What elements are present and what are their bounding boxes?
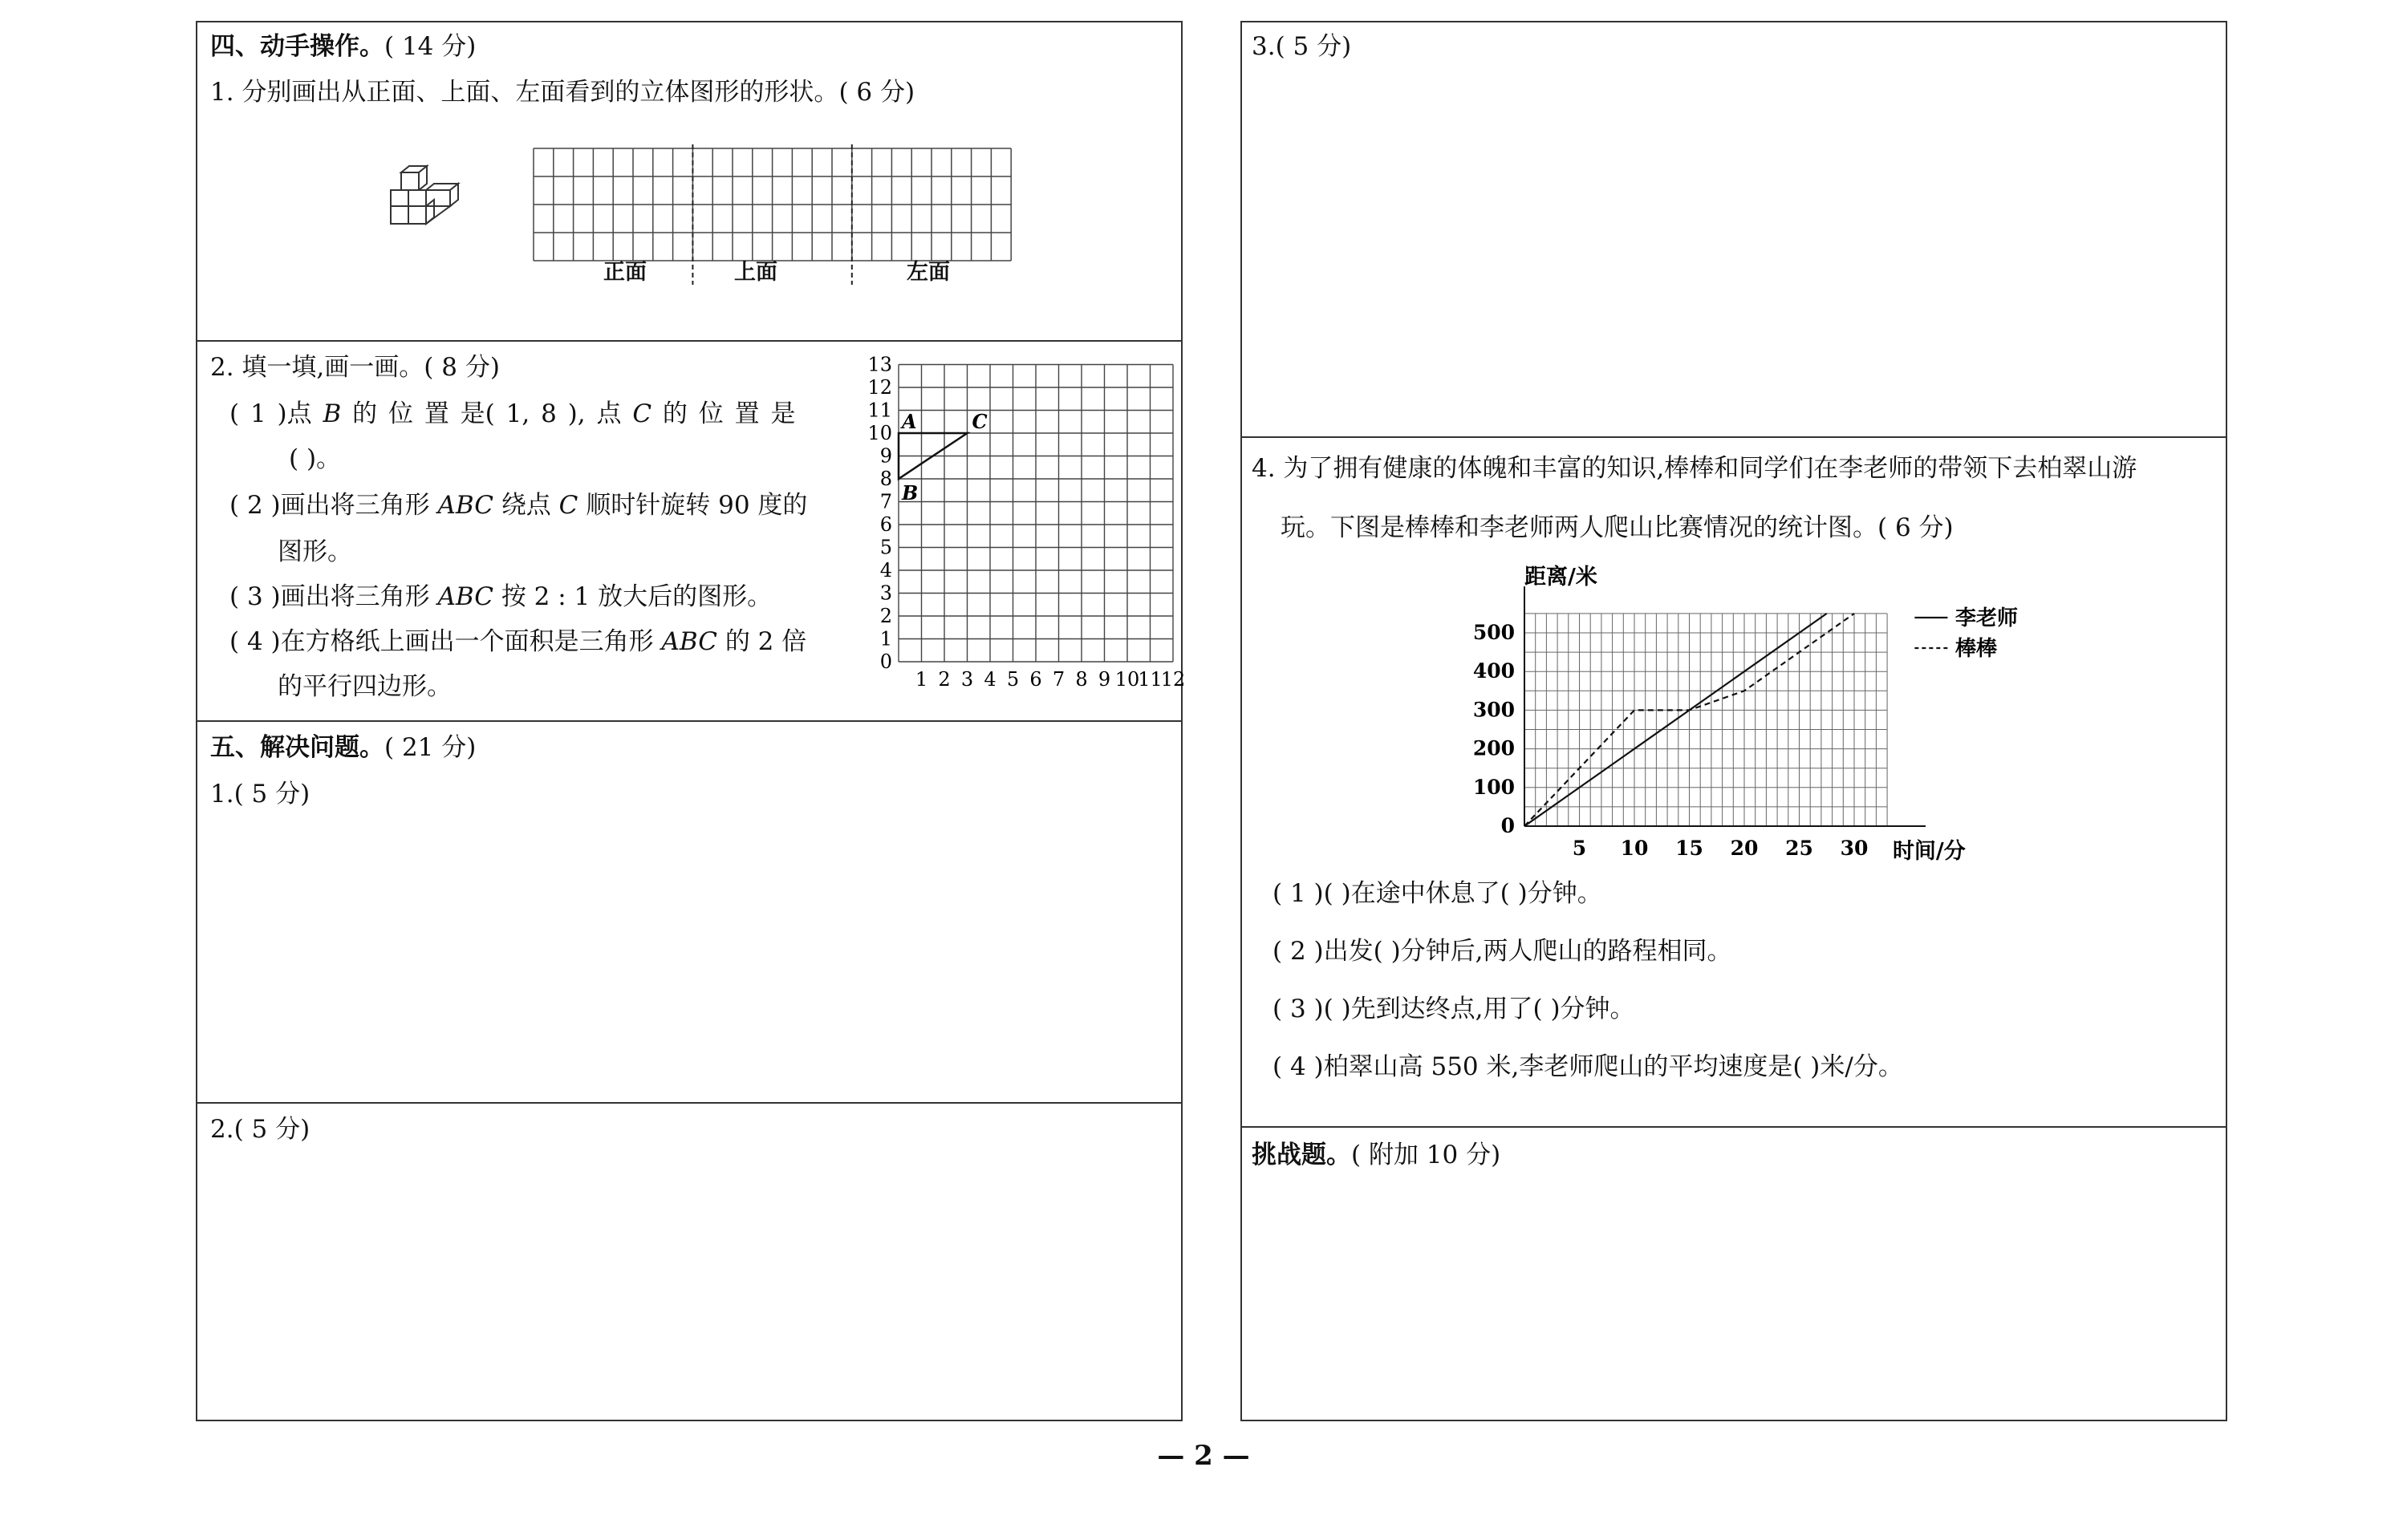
challenge-score: ( 附加 10 分) <box>1351 1141 1501 1169</box>
y-tick-label: 9 <box>879 444 892 468</box>
view-label-left: 左面 <box>907 260 950 285</box>
y-tick-label: 500 <box>1472 621 1515 644</box>
y-tick-label: 5 <box>879 536 892 559</box>
x-tick-label: 30 <box>1840 837 1869 860</box>
q2-p2-a: ( 2 )画出将三角形 <box>229 491 430 520</box>
legend-label: 棒棒 <box>1955 637 1998 661</box>
y-tick-label: 100 <box>1472 775 1515 799</box>
q1-text: 1. 分别画出从正面、上面、左面看到的立体图形的形状。 <box>210 78 839 107</box>
q4-part1[interactable]: ( 1 )( )在途中休息了( )分钟。 <box>1273 879 1602 908</box>
point-label-c: C <box>972 410 988 433</box>
y-tick-label: 0 <box>1500 814 1515 837</box>
section-5-q1-box <box>196 720 1183 1104</box>
y-tick-label: 2 <box>879 605 892 627</box>
x-tick-label: 11 <box>1138 668 1163 691</box>
q2-p2-e: 顺时针旋转 90 度的 <box>586 491 808 520</box>
q2-p4-c: 的 2 倍 <box>725 627 807 656</box>
q4-line2: 玩。下图是棒棒和李老师两人爬山比赛情况的统计图。( 6 分) <box>1281 513 1954 542</box>
x-tick-label: 10 <box>1620 837 1649 860</box>
climb-chart <box>1460 561 2038 866</box>
x-tick-label: 3 <box>960 668 974 691</box>
q2-part4-line2: 的平行四边形。 <box>278 672 452 701</box>
y-tick-label: 3 <box>879 582 892 605</box>
x-tick-label: 5 <box>1006 668 1020 691</box>
view-label-front: 正面 <box>603 260 647 285</box>
q2-part4-line <box>229 626 806 658</box>
q2-text: 2. 填一填,画一画。 <box>210 353 424 382</box>
legend-label: 李老师 <box>1955 606 2019 630</box>
x-tick-label: 9 <box>1098 668 1111 691</box>
x-tick-label: 15 <box>1675 837 1703 860</box>
y-axis-title: 距离/米 <box>1524 565 1597 590</box>
y-tick-label: 7 <box>879 490 892 513</box>
q2-p1-b: B <box>323 399 342 428</box>
q2-part3-line <box>229 581 772 613</box>
x-tick-label: 6 <box>1029 668 1042 691</box>
x-tick-label: 10 <box>1114 668 1140 691</box>
q2-p1-c: 的 位 置 是( 1, 8 ), 点 <box>352 399 622 428</box>
q2-p4-a: ( 4 )在方格纸上画出一个面积是三角形 <box>229 627 654 656</box>
point-label-a: A <box>902 410 917 433</box>
q2-line <box>210 351 500 383</box>
cube-figure <box>385 160 505 241</box>
q2-p2-b: ABC <box>437 491 493 520</box>
coordinate-grid[interactable] <box>842 353 1186 691</box>
x-tick-label: 12 <box>1160 668 1186 691</box>
challenge-heading: 挑战题。 <box>1252 1141 1351 1169</box>
q2-p1-a: ( 1 )点 <box>229 399 312 428</box>
q1-score: ( 6 分) <box>838 78 915 107</box>
section-4-heading: 四、动手操作。 <box>210 32 384 61</box>
y-tick-label: 4 <box>879 559 892 582</box>
q4-part4[interactable]: ( 4 )柏翠山高 550 米,李老师爬山的平均速度是( )米/分。 <box>1273 1052 1903 1081</box>
challenge-line <box>1252 1139 1500 1171</box>
q2-p2-d: C <box>558 491 578 520</box>
y-tick-label: 400 <box>1472 659 1515 683</box>
q2-p1-d: C <box>632 399 652 428</box>
view-label-top: 上面 <box>734 260 777 285</box>
q2-p2-c: 绕点 <box>501 491 551 520</box>
x-tick-label: 4 <box>984 668 996 691</box>
x-tick-label: 2 <box>938 668 951 691</box>
q2-p4-b: ABC <box>661 627 717 656</box>
y-tick-label: 10 <box>867 422 892 444</box>
q3-label: 3.( 5 分) <box>1252 32 1352 61</box>
q2-part1-line <box>229 398 795 430</box>
q4-part2[interactable]: ( 2 )出发( )分钟后,两人爬山的路程相同。 <box>1273 937 1732 966</box>
y-tick-label: 6 <box>879 513 892 536</box>
x-tick-label: 25 <box>1785 837 1813 860</box>
q2-part2-line2: 图形。 <box>278 537 352 566</box>
x-tick-label: 8 <box>1075 668 1088 691</box>
section-5-q2: 2.( 5 分) <box>210 1115 311 1144</box>
point-label-b: B <box>902 481 919 505</box>
y-tick-label: 13 <box>867 353 892 376</box>
section-5-q1: 1.( 5 分) <box>210 780 311 808</box>
q2-score: ( 8 分) <box>424 353 500 382</box>
y-tick-label: 11 <box>867 399 892 422</box>
q2-part2-line <box>229 489 807 521</box>
q3-box <box>1240 21 2227 438</box>
y-tick-label: 12 <box>867 376 892 399</box>
q4-part3[interactable]: ( 3 )( )先到达终点,用了( )分钟。 <box>1273 995 1635 1023</box>
section-5-heading: 五、解决问题。 <box>210 733 384 762</box>
x-tick-label: 20 <box>1730 837 1759 860</box>
section-4-score: ( 14 分) <box>384 32 477 61</box>
q2-p3-a: ( 3 )画出将三角形 <box>229 582 430 611</box>
page-number: — 2 — <box>1157 1440 1250 1472</box>
y-tick-label: 200 <box>1472 736 1515 760</box>
y-tick-label: 1 <box>879 627 892 650</box>
q1-line <box>210 76 915 108</box>
q2-p3-c: 按 2 : 1 放大后的图形。 <box>501 582 773 611</box>
q2-part1-answer[interactable]: ( )。 <box>289 444 342 473</box>
y-tick-label: 300 <box>1472 698 1515 722</box>
x-tick-label: 7 <box>1052 668 1065 691</box>
section-5-heading-line <box>210 732 476 764</box>
q2-p1-e: 的 位 置 是 <box>662 399 796 428</box>
x-tick-label: 1 <box>915 668 928 691</box>
section-4-heading-line <box>210 30 476 63</box>
section-5-q2-box <box>196 1102 1183 1421</box>
x-axis-title: 时间/分 <box>1892 839 1966 864</box>
section-5-score: ( 21 分) <box>384 733 477 762</box>
q2-p3-b: ABC <box>437 582 493 611</box>
y-tick-label: 0 <box>879 650 892 673</box>
y-tick-label: 8 <box>879 468 892 490</box>
q4-line1: 4. 为了拥有健康的体魄和丰富的知识,棒棒和同学们在李老师的带领下去柏翠山游 <box>1252 454 2137 483</box>
x-tick-label: 5 <box>1572 837 1587 860</box>
series-line-teacher <box>1524 614 1827 826</box>
